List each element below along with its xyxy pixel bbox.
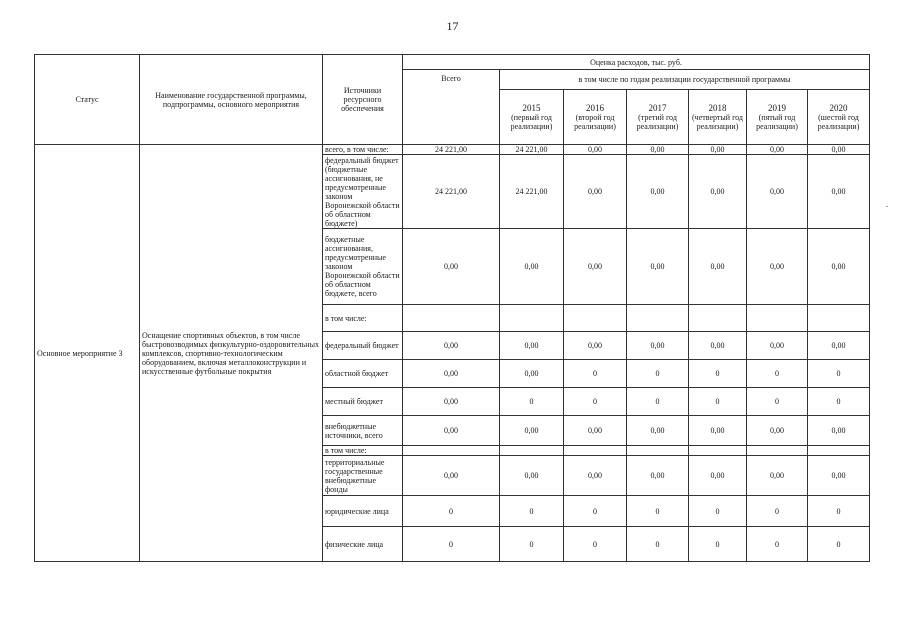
value-total: 0,00 bbox=[403, 416, 500, 446]
value-2019: 0 bbox=[747, 496, 808, 527]
value-2016 bbox=[564, 446, 627, 456]
source-label: в том числе: bbox=[323, 305, 403, 332]
header-total: Всего bbox=[403, 70, 500, 145]
source-label: бюджетные ассигнования, предусмотренные законом Воронежской области об областном бюджете, всего bbox=[323, 229, 403, 305]
header-year-2015: 2015 (первый год реализации) bbox=[500, 90, 564, 145]
value-2017: 0,00 bbox=[627, 332, 689, 360]
value-total: 0,00 bbox=[403, 360, 500, 388]
source-label: внебюджетные источники, всего bbox=[323, 416, 403, 446]
value-2015: 24 221,00 bbox=[500, 145, 564, 155]
value-2020: 0 bbox=[808, 496, 870, 527]
header-status: Статус bbox=[35, 55, 140, 145]
value-2017: 0 bbox=[627, 527, 689, 562]
value-2015: 0 bbox=[500, 388, 564, 416]
value-2015: 0,00 bbox=[500, 416, 564, 446]
status-cell: Основное мероприятие 3 bbox=[35, 145, 140, 562]
value-2019: 0 bbox=[747, 527, 808, 562]
header-sources: Источники ресурсного обеспечения bbox=[323, 55, 403, 145]
value-2019: 0,00 bbox=[747, 229, 808, 305]
value-2019 bbox=[747, 305, 808, 332]
header-by-years: в том числе по годам реализации государственной программы bbox=[500, 70, 870, 90]
value-2015 bbox=[500, 446, 564, 456]
value-2018: 0 bbox=[689, 527, 747, 562]
value-2016: 0,00 bbox=[564, 456, 627, 496]
value-total bbox=[403, 446, 500, 456]
value-2016: 0,00 bbox=[564, 145, 627, 155]
value-2017: 0,00 bbox=[627, 155, 689, 229]
value-2017 bbox=[627, 305, 689, 332]
value-2018: 0,00 bbox=[689, 229, 747, 305]
value-2016: 0 bbox=[564, 388, 627, 416]
header-estimate: Оценка расходов, тыс. руб. bbox=[403, 55, 870, 70]
value-2019: 0,00 bbox=[747, 155, 808, 229]
value-2018 bbox=[689, 446, 747, 456]
value-2015: 24 221,00 bbox=[500, 155, 564, 229]
value-2016: 0,00 bbox=[564, 332, 627, 360]
value-2018: 0,00 bbox=[689, 155, 747, 229]
value-2019 bbox=[747, 446, 808, 456]
value-2020 bbox=[808, 305, 870, 332]
measure-name-cell: Оснащение спортивных объектов, в том числе быстровозводимых физкультурно-оздоровительных комплексов, спортивно-технологическим оборудованием, включая металлоконструкции и искусственные футбольные покрытия bbox=[140, 145, 323, 562]
source-label: федеральный бюджет bbox=[323, 332, 403, 360]
expenditure-table bbox=[34, 54, 870, 562]
value-2017: 0,00 bbox=[627, 416, 689, 446]
value-2020: 0 bbox=[808, 527, 870, 562]
value-total: 0 bbox=[403, 496, 500, 527]
value-2020: 0,00 bbox=[808, 456, 870, 496]
value-2020: 0 bbox=[808, 388, 870, 416]
value-2017: 0,00 bbox=[627, 229, 689, 305]
value-2015: 0 bbox=[500, 527, 564, 562]
value-2019: 0 bbox=[747, 360, 808, 388]
value-2016: 0 bbox=[564, 496, 627, 527]
source-label: юридические лица bbox=[323, 496, 403, 527]
value-2016 bbox=[564, 305, 627, 332]
source-label: местный бюджет bbox=[323, 388, 403, 416]
value-2020: 0 bbox=[808, 360, 870, 388]
value-2018 bbox=[689, 305, 747, 332]
value-2015: 0,00 bbox=[500, 332, 564, 360]
header-year-2017: 2017 (третий год реализации) bbox=[627, 90, 689, 145]
value-2015: 0,00 bbox=[500, 229, 564, 305]
source-label: в том числе: bbox=[323, 446, 403, 456]
value-total: 0,00 bbox=[403, 332, 500, 360]
value-2019: 0,00 bbox=[747, 416, 808, 446]
value-total: 0,00 bbox=[403, 388, 500, 416]
value-2017: 0,00 bbox=[627, 456, 689, 496]
header-name: Наименование государственной программы, подпрограммы, основного мероприятия bbox=[140, 55, 323, 145]
value-total: 0,00 bbox=[403, 456, 500, 496]
source-label: территориальные государственные внебюджетные фонды bbox=[323, 456, 403, 496]
value-2016: 0,00 bbox=[564, 229, 627, 305]
value-2018: 0,00 bbox=[689, 456, 747, 496]
value-2020: 0,00 bbox=[808, 332, 870, 360]
value-2015 bbox=[500, 305, 564, 332]
value-2018: 0 bbox=[689, 496, 747, 527]
value-2016: 0 bbox=[564, 360, 627, 388]
value-2016: 0 bbox=[564, 527, 627, 562]
value-2018: 0,00 bbox=[689, 332, 747, 360]
value-2019: 0,00 bbox=[747, 456, 808, 496]
header-year-2020: 2020 (шестой год реализации) bbox=[808, 90, 870, 145]
value-2018: 0,00 bbox=[689, 145, 747, 155]
value-2019: 0,00 bbox=[747, 145, 808, 155]
value-total: 24 221,00 bbox=[403, 155, 500, 229]
scan-mark bbox=[886, 206, 888, 207]
header-year-2019: 2019 (пятый год реализации) bbox=[747, 90, 808, 145]
value-2018: 0,00 bbox=[689, 416, 747, 446]
value-2017: 0 bbox=[627, 360, 689, 388]
table-row bbox=[35, 145, 870, 155]
value-2017: 0 bbox=[627, 388, 689, 416]
header-year-2016: 2016 (второй год реализации) bbox=[564, 90, 627, 145]
value-2016: 0,00 bbox=[564, 416, 627, 446]
value-2015: 0 bbox=[500, 496, 564, 527]
value-total bbox=[403, 305, 500, 332]
value-2019: 0 bbox=[747, 388, 808, 416]
value-2018: 0 bbox=[689, 360, 747, 388]
value-2020: 0,00 bbox=[808, 145, 870, 155]
value-2020 bbox=[808, 446, 870, 456]
value-2015: 0,00 bbox=[500, 360, 564, 388]
source-label: федеральный бюджет (бюджетные ассигнования, не предусмотренные законом Воронежской области об областном бюджете) bbox=[323, 155, 403, 229]
value-2020: 0,00 bbox=[808, 155, 870, 229]
header-year-2018: 2018 (четвертый год реализации) bbox=[689, 90, 747, 145]
value-total: 0 bbox=[403, 527, 500, 562]
source-label: областной бюджет bbox=[323, 360, 403, 388]
value-2020: 0,00 bbox=[808, 229, 870, 305]
value-2017: 0 bbox=[627, 496, 689, 527]
value-2020: 0,00 bbox=[808, 416, 870, 446]
value-2017: 0,00 bbox=[627, 145, 689, 155]
value-total: 0,00 bbox=[403, 229, 500, 305]
source-label: физические лица bbox=[323, 527, 403, 562]
value-2018: 0 bbox=[689, 388, 747, 416]
page-number: 17 bbox=[446, 19, 459, 33]
value-total: 24 221,00 bbox=[403, 145, 500, 155]
value-2019: 0,00 bbox=[747, 332, 808, 360]
value-2015: 0,00 bbox=[500, 456, 564, 496]
value-2016: 0,00 bbox=[564, 155, 627, 229]
value-2017 bbox=[627, 446, 689, 456]
source-label: всего, в том числе: bbox=[323, 145, 403, 155]
